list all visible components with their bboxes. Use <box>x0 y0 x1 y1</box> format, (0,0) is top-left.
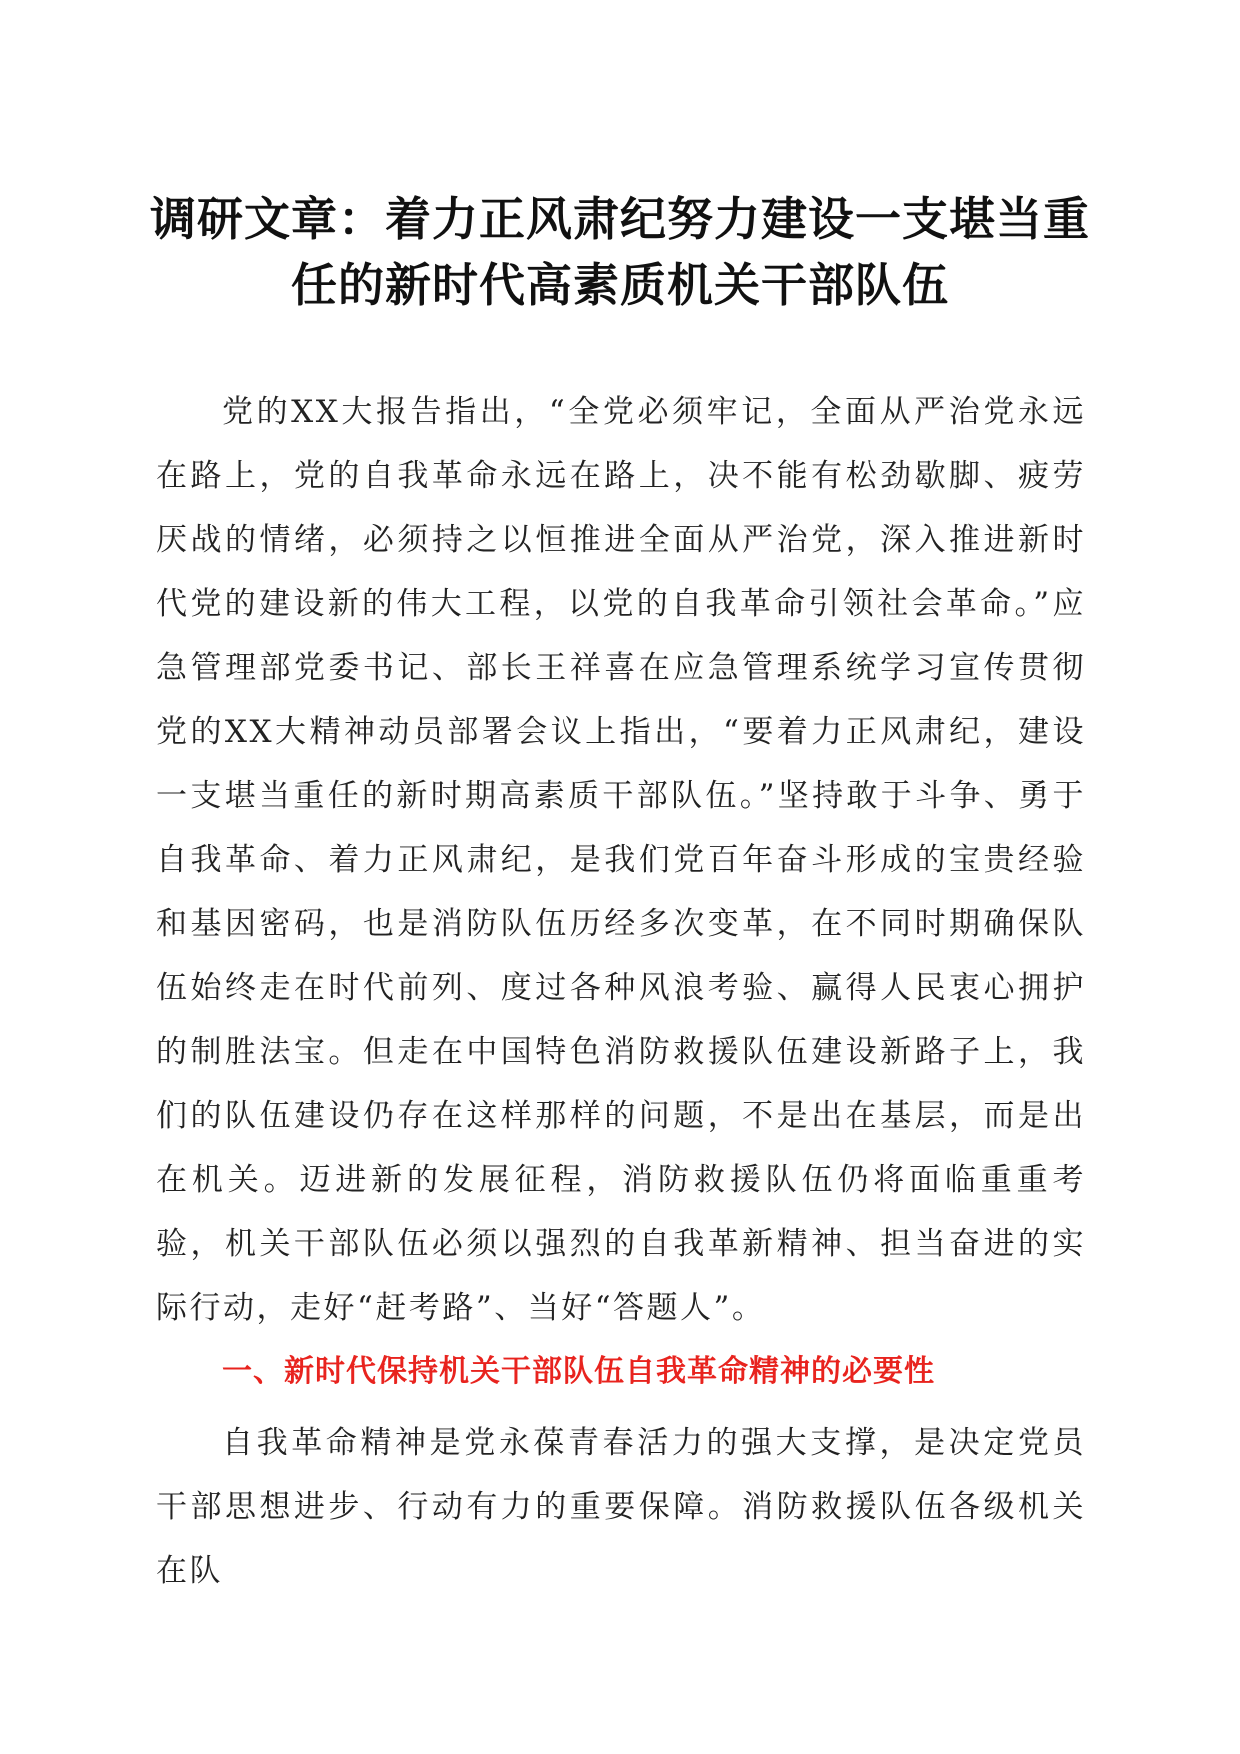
body-paragraph-intro: 党的XX大报告指出，“全党必须牢记，全面从严治党永远在路上，党的自我革命永远在路上，决不能有松劲歇脚、疲劳厌战的情绪，必须持之以恒推进全面从严治党，深入推进新时代党的建设新的伟大工程，以党的自我革命引领社会革命。”应急管理部党委书记、部长王祥喜在应急管理系统学习宣传贯彻党的XX大精神动员部署会议上指出，“要着力正风肃纪，建设一支堪当重任的新时期高素质干部队伍。”坚持敢于斗争、勇于自我革命、着力正风肃纪，是我们党百年奋斗形成的宝贵经验和基因密码，也是消防队伍历经多次变革，在不同时期确保队伍始终走在时代前列、度过各种风浪考验、赢得人民衷心拥护的制胜法宝。但走在中国特色消防救援队伍建设新路子上，我们的队伍建设仍存在这样那样的问题，不是出在基层，而是出在机关。迈进新的发展征程，消防救援队伍仍将面临重重考验，机关干部队伍必须以强烈的自我革新精神、担当奋进的实际行动，走好“赶考路”、当好“答题人”。 <box>156 394 1086 1326</box>
document-title: 调研文章：着力正风肃纪努力建设一支堪当重任的新时代高素质机关干部队伍 <box>150 192 1090 312</box>
body-paragraph-section1: 自我革命精神是党永葆青春活力的强大支撑，是决定党员干部思想进步、行动有力的重要保障。消防救援队伍各级机关在队 <box>156 1425 1086 1589</box>
section-heading-1: 一、新时代保持机关干部队伍自我革命精神的必要性 <box>222 1354 935 1389</box>
